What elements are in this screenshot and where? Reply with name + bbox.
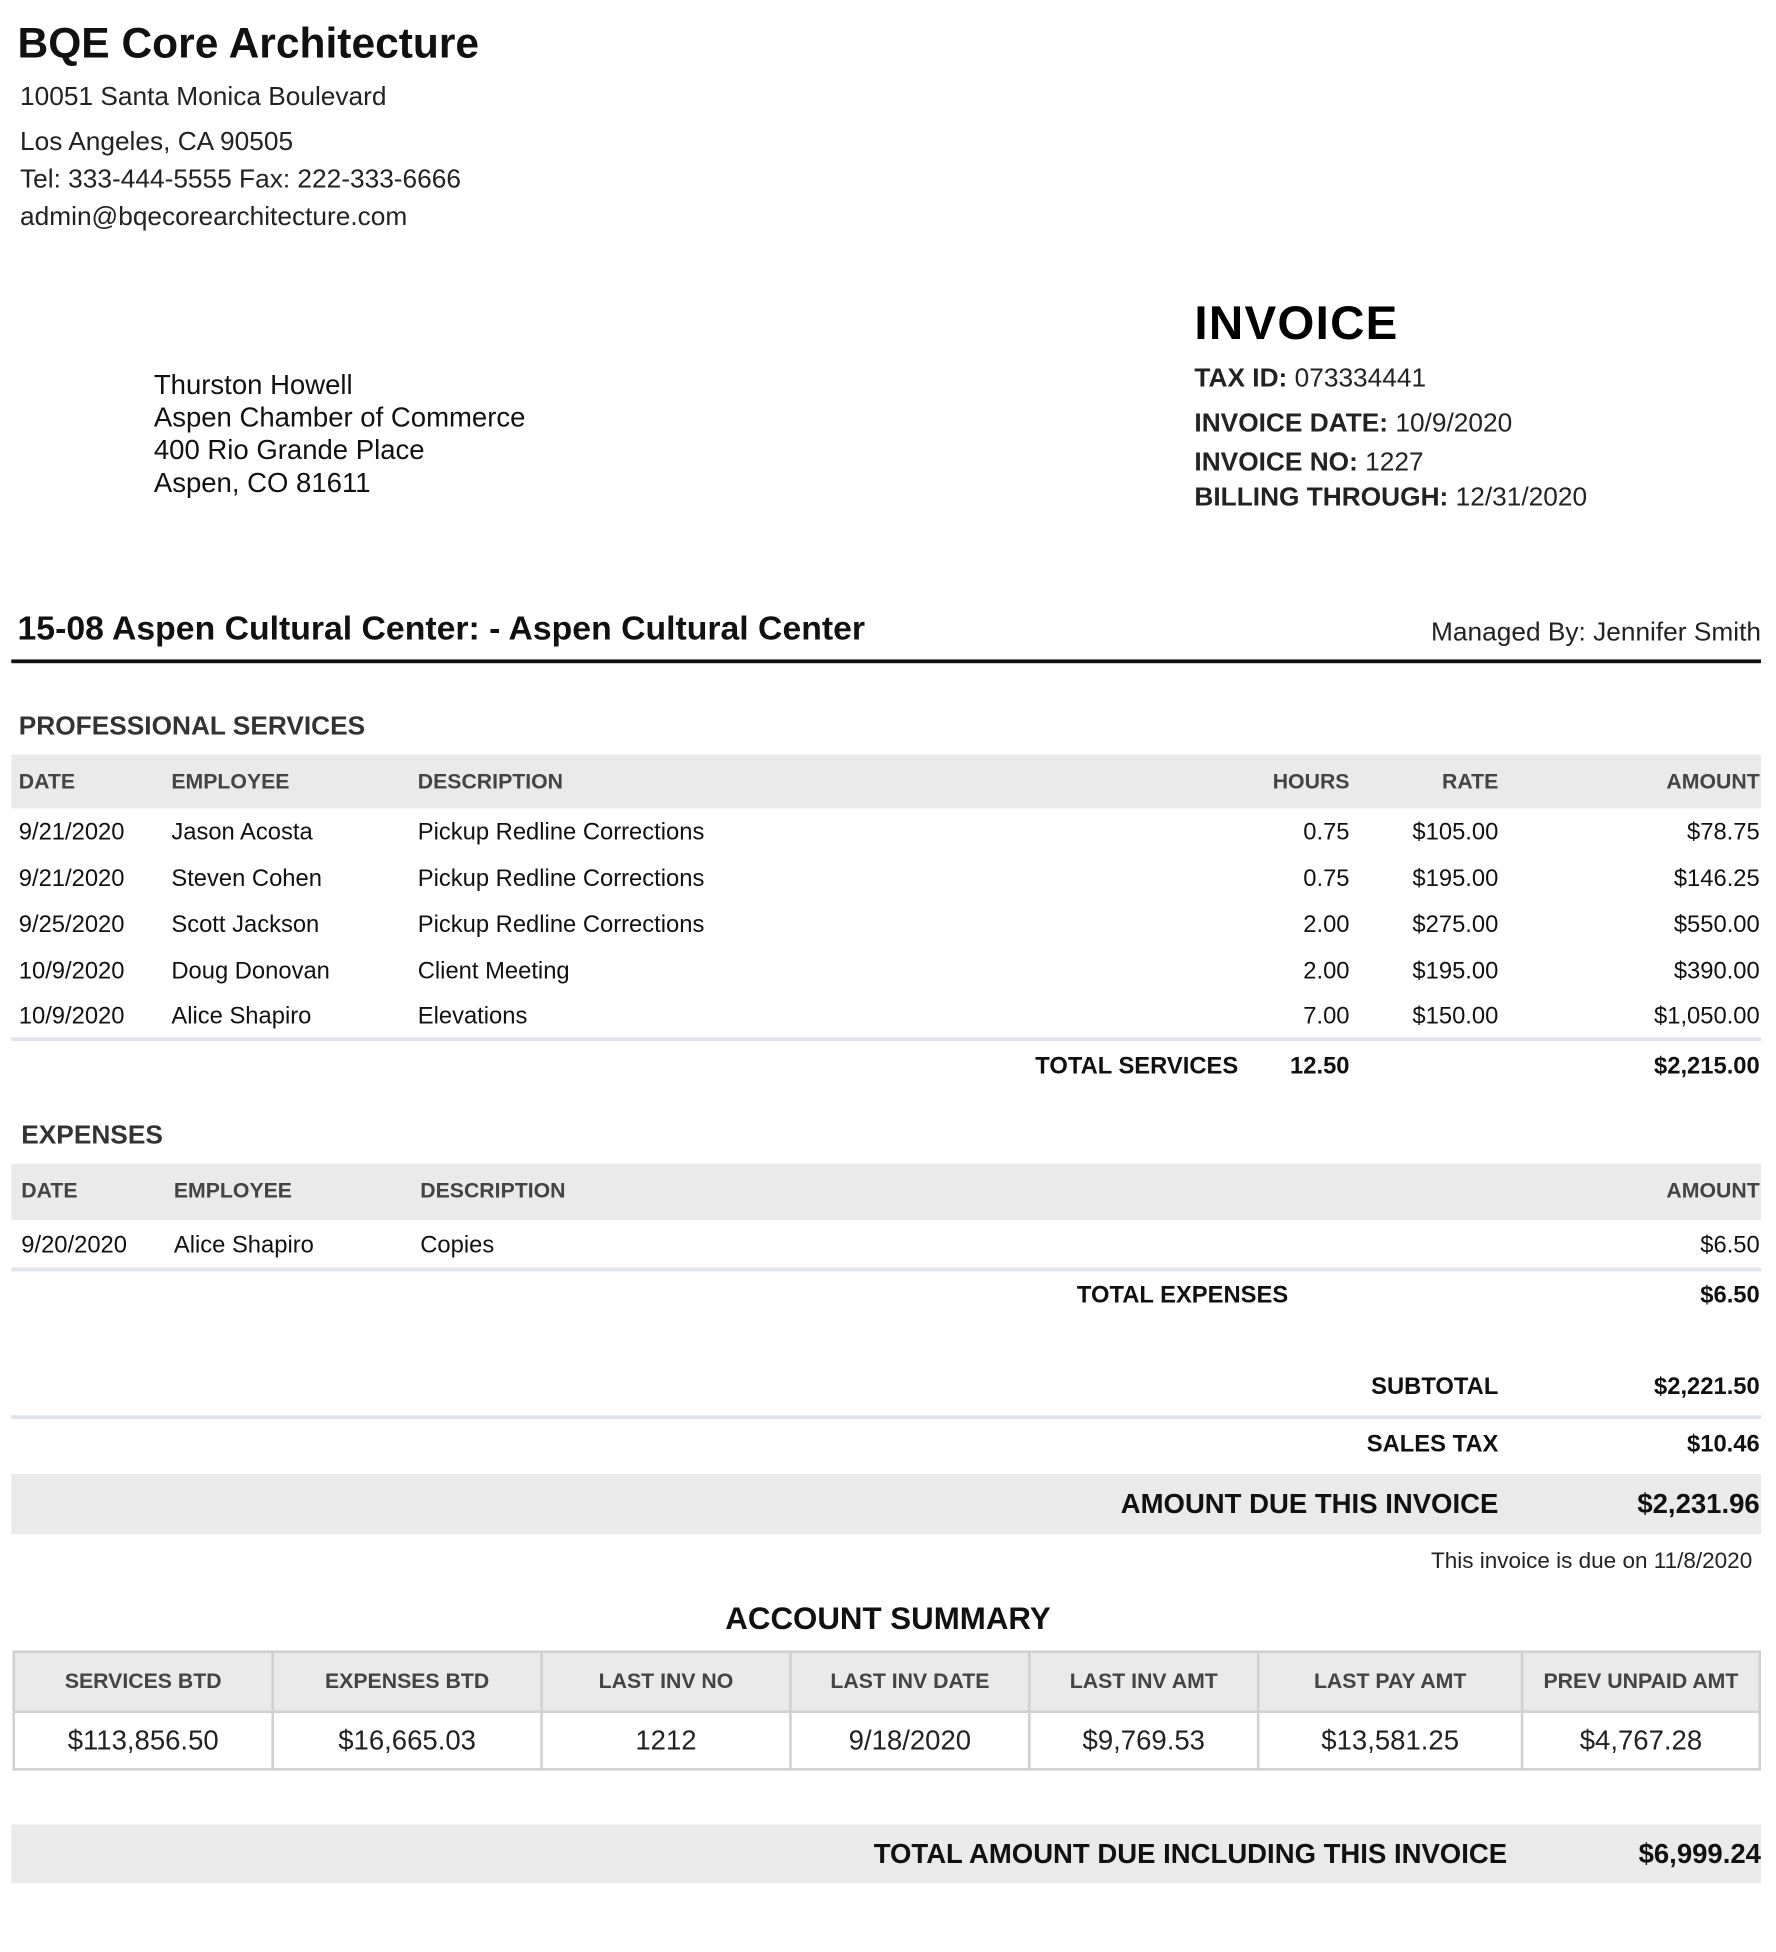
project-manager: Managed By: Jennifer Smith	[1431, 618, 1761, 647]
due-date-note: This invoice is due on 11/8/2020	[1430, 1547, 1753, 1573]
summary-header-last-inv-date: LAST INV DATE	[790, 1652, 1029, 1712]
services-table-divider	[11, 1037, 1761, 1041]
total-expenses-amount: $6.50	[1700, 1282, 1760, 1309]
row-amount: $78.75	[1687, 819, 1760, 846]
account-summary-title: ACCOUNT SUMMARY	[725, 1601, 1051, 1637]
billing-through-value: 12/31/2020	[1455, 483, 1588, 512]
summary-last-inv-amt: $9,769.53	[1029, 1712, 1258, 1770]
row-hours: 0.75	[1303, 819, 1350, 846]
account-summary-value-row	[14, 1712, 1760, 1770]
summary-header-last-inv-amt: LAST INV AMT	[1029, 1652, 1258, 1712]
subtotal-amount: $2,221.50	[1654, 1373, 1760, 1401]
amount-due-label: AMOUNT DUE THIS INVOICE	[1120, 1487, 1499, 1520]
expenses-header-description: DESCRIPTION	[420, 1178, 566, 1203]
row-amount: $1,050.00	[1654, 1003, 1760, 1030]
expenses-header-amount: AMOUNT	[1666, 1178, 1760, 1203]
expenses-section-title: EXPENSES	[21, 1121, 163, 1150]
invoice-number-label: INVOICE NO:	[1194, 447, 1358, 477]
company-phone: Tel: 333-444-5555 Fax: 222-333-6666	[20, 165, 462, 194]
row-description: Copies	[420, 1232, 495, 1259]
company-email: admin@bqecorearchitecture.com	[20, 202, 408, 232]
summary-header-services-btd: SERVICES BTD	[14, 1652, 273, 1712]
summary-header-last-pay-amt: LAST PAY AMT	[1258, 1652, 1522, 1712]
invoice-number	[1194, 448, 1423, 478]
subtotal-label: SUBTOTAL	[1371, 1373, 1499, 1401]
row-date: 10/9/2020	[18, 958, 125, 985]
invoice-title: INVOICE	[1194, 297, 1399, 351]
row-amount: $6.50	[1700, 1232, 1760, 1259]
amount-due-value: $2,231.96	[1637, 1487, 1760, 1520]
grand-total-amount: $6,999.24	[1638, 1838, 1761, 1870]
row-hours: 7.00	[1303, 1003, 1350, 1030]
services-header-description: DESCRIPTION	[417, 769, 564, 794]
row-amount: $390.00	[1673, 958, 1760, 985]
row-employee: Alice Shapiro	[173, 1232, 314, 1259]
grand-total-label: TOTAL AMOUNT DUE INCLUDING THIS INVOICE	[873, 1838, 1508, 1870]
subtotal-divider	[11, 1415, 1761, 1419]
row-rate: $195.00	[1412, 865, 1499, 893]
tax-id	[1194, 364, 1426, 394]
account-summary-table	[13, 1650, 1761, 1770]
company-address-line-2: Los Angeles, CA 90505	[20, 127, 294, 157]
total-services-label: TOTAL SERVICES	[1035, 1053, 1239, 1080]
sales-tax-label: SALES TAX	[1366, 1431, 1499, 1458]
row-rate: $150.00	[1412, 1003, 1499, 1030]
row-date: 9/21/2020	[18, 819, 125, 846]
project-divider	[11, 659, 1761, 663]
row-hours: 2.00	[1303, 958, 1350, 985]
summary-last-inv-no: 1212	[542, 1712, 791, 1770]
company-name: BQE Core Architecture	[17, 20, 480, 68]
invoice-date	[1194, 409, 1512, 439]
row-description: Pickup Redline Corrections	[417, 865, 705, 893]
account-summary-header-row	[14, 1652, 1760, 1712]
row-date: 10/9/2020	[18, 1003, 125, 1030]
client-organization: Aspen Chamber of Commerce	[153, 401, 526, 433]
invoice-number-value: 1227	[1365, 447, 1424, 477]
expenses-header-date: DATE	[21, 1178, 78, 1203]
row-description: Client Meeting	[417, 958, 570, 985]
row-date: 9/25/2020	[18, 912, 125, 939]
tax-id-label: TAX ID:	[1194, 364, 1288, 393]
row-employee: Jason Acosta	[171, 819, 313, 846]
services-header-employee: EMPLOYEE	[171, 769, 290, 794]
summary-header-last-inv-no: LAST INV NO	[542, 1652, 791, 1712]
summary-expenses-btd: $16,665.03	[273, 1712, 542, 1770]
client-name: Thurston Howell	[153, 369, 353, 401]
summary-services-btd: $113,856.50	[14, 1712, 273, 1770]
expenses-table-divider	[11, 1268, 1761, 1272]
row-hours: 2.00	[1303, 912, 1350, 939]
total-services-amount: $2,215.00	[1654, 1053, 1760, 1080]
row-rate: $105.00	[1412, 819, 1499, 846]
row-employee: Scott Jackson	[171, 912, 320, 939]
row-rate: $275.00	[1412, 912, 1499, 939]
bill-to-address	[154, 369, 526, 499]
total-services-hours: 12.50	[1290, 1053, 1350, 1080]
tax-id-value: 073334441	[1294, 364, 1427, 393]
row-date: 9/20/2020	[21, 1232, 127, 1259]
row-hours: 0.75	[1303, 865, 1350, 893]
services-header-rate: RATE	[1442, 769, 1499, 794]
row-date: 9/21/2020	[18, 865, 125, 893]
billing-through-label: BILLING THROUGH:	[1194, 483, 1449, 512]
row-description: Pickup Redline Corrections	[417, 819, 705, 846]
row-rate: $195.00	[1412, 958, 1499, 985]
billing-through	[1194, 483, 1587, 513]
client-street: 400 Rio Grande Place	[153, 434, 425, 466]
services-header-date: DATE	[18, 769, 76, 794]
project-title: 15-08 Aspen Cultural Center: - Aspen Cultural Center	[17, 609, 866, 647]
summary-prev-unpaid-amt: $4,767.28	[1522, 1712, 1760, 1770]
services-header-hours: HOURS	[1272, 769, 1350, 794]
row-employee: Doug Donovan	[171, 958, 330, 985]
row-amount: $550.00	[1673, 912, 1760, 939]
total-expenses-label: TOTAL EXPENSES	[1076, 1282, 1289, 1309]
summary-last-pay-amt: $13,581.25	[1258, 1712, 1522, 1770]
invoice-date-label: INVOICE DATE:	[1194, 409, 1389, 438]
services-section-title: PROFESSIONAL SERVICES	[18, 711, 366, 741]
sales-tax-amount: $10.46	[1687, 1431, 1760, 1458]
row-description: Pickup Redline Corrections	[417, 912, 705, 939]
row-amount: $146.25	[1673, 865, 1760, 893]
client-city: Aspen, CO 81611	[153, 466, 371, 499]
services-header-amount: AMOUNT	[1666, 769, 1760, 794]
summary-header-expenses-btd: EXPENSES BTD	[273, 1652, 542, 1712]
row-employee: Alice Shapiro	[171, 1003, 312, 1030]
company-address-line-1: 10051 Santa Monica Boulevard	[20, 82, 387, 112]
row-description: Elevations	[417, 1003, 528, 1030]
summary-header-prev-unpaid-amt: PREV UNPAID AMT	[1522, 1652, 1760, 1712]
invoice-date-value: 10/9/2020	[1395, 409, 1513, 438]
expenses-header-employee: EMPLOYEE	[173, 1178, 292, 1203]
row-employee: Steven Cohen	[171, 865, 322, 893]
summary-last-inv-date: 9/18/2020	[790, 1712, 1029, 1770]
